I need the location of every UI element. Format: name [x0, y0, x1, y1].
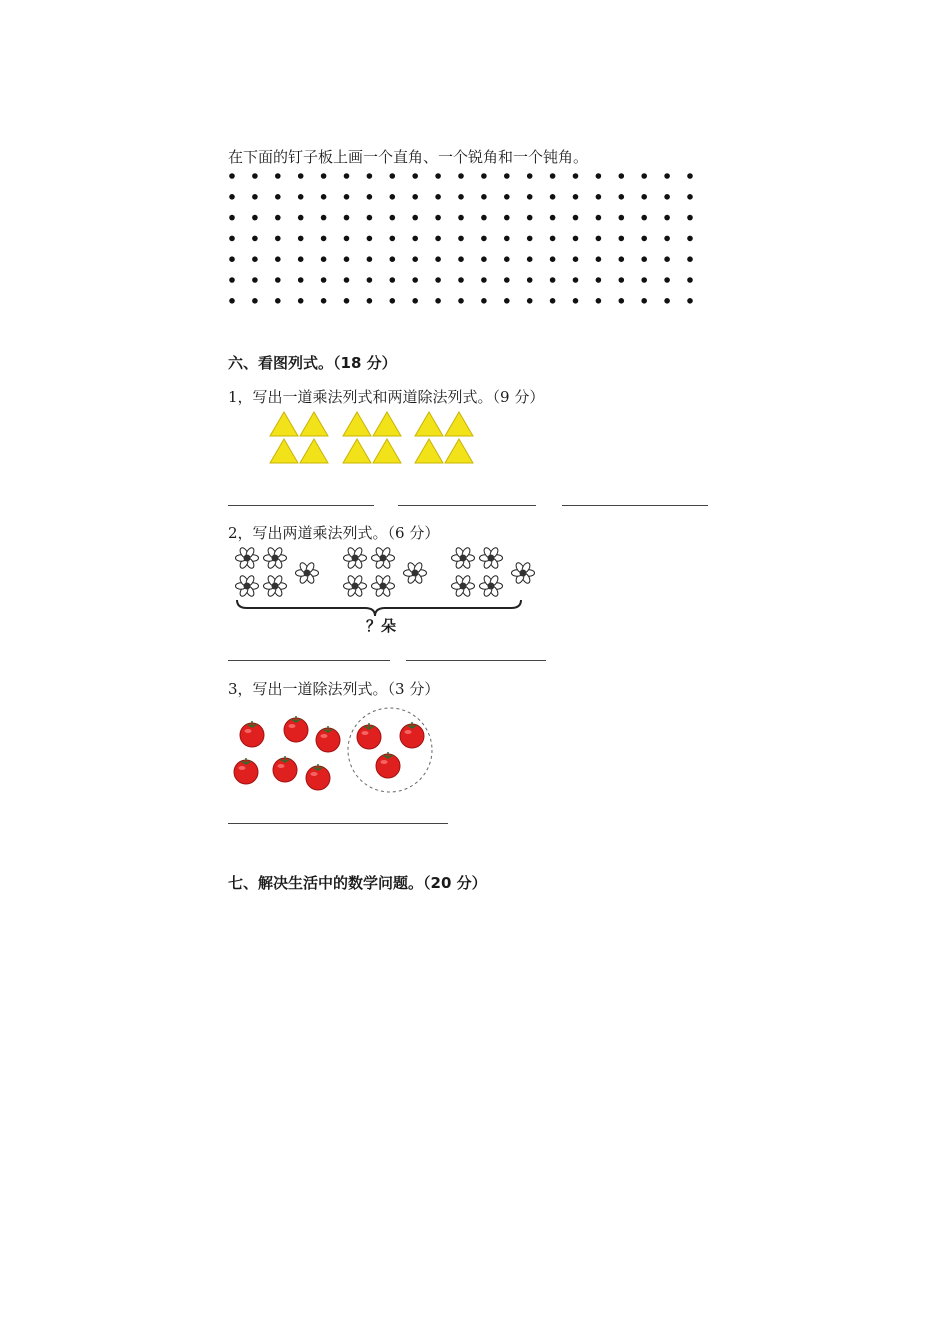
peg-dot[interactable] [298, 173, 304, 179]
peg-dot[interactable] [504, 173, 510, 179]
peg-dot[interactable] [321, 256, 327, 262]
peg-dot[interactable] [252, 298, 258, 304]
triangle-icon [300, 439, 328, 463]
peg-dot[interactable] [367, 236, 373, 242]
peg-dot[interactable] [458, 256, 464, 262]
peg-dot[interactable] [573, 298, 579, 304]
peg-dot[interactable] [321, 194, 327, 200]
peg-dot[interactable] [619, 236, 625, 242]
peg-dot[interactable] [275, 277, 281, 283]
peg-dot[interactable] [619, 194, 625, 200]
peg-dot[interactable] [321, 236, 327, 242]
peg-dot[interactable] [458, 298, 464, 304]
tomato-icon [306, 764, 330, 790]
peg-dot[interactable] [321, 173, 327, 179]
peg-dot[interactable] [275, 256, 281, 262]
peg-dot[interactable] [596, 194, 602, 200]
flower-icon [344, 574, 367, 597]
tomato-icon [273, 756, 297, 782]
peg-dot[interactable] [664, 256, 670, 262]
peg-dot[interactable] [573, 194, 579, 200]
peg-dot[interactable] [641, 277, 647, 283]
peg-dot[interactable] [550, 173, 556, 179]
peg-dot[interactable] [390, 173, 396, 179]
peg-dot[interactable] [458, 194, 464, 200]
peg-dot[interactable] [252, 256, 258, 262]
section-7-title: 七、解决生活中的数学问题。（20 分） [228, 874, 487, 892]
tomato-icon [400, 722, 424, 748]
peg-dot[interactable] [687, 298, 693, 304]
triangle-icon [343, 439, 371, 463]
triangle-icon [270, 439, 298, 463]
question-1-text: 1，写出一道乘法列式和两道除法列式。（9 分） [228, 388, 545, 406]
pegboard-instruction: 在下面的钉子板上画一个直角、一个锐角和一个钝角。 [228, 148, 589, 166]
flower-icon [236, 574, 259, 597]
peg-dot[interactable] [458, 173, 464, 179]
peg-dot[interactable] [527, 298, 533, 304]
peg-dot[interactable] [504, 215, 510, 221]
peg-dot[interactable] [687, 215, 693, 221]
peg-dot[interactable] [412, 173, 418, 179]
peg-dot[interactable] [664, 215, 670, 221]
peg-dot[interactable] [229, 256, 235, 262]
peg-dot[interactable] [596, 277, 602, 283]
peg-dot[interactable] [596, 173, 602, 179]
peg-dot[interactable] [550, 298, 556, 304]
peg-dot[interactable] [298, 277, 304, 283]
peg-dot[interactable] [550, 277, 556, 283]
peg-dot[interactable] [275, 298, 281, 304]
peg-dot[interactable] [527, 236, 533, 242]
peg-dot[interactable] [619, 277, 625, 283]
peg-dot[interactable] [664, 236, 670, 242]
peg-dot[interactable] [641, 215, 647, 221]
peg-dot[interactable] [344, 277, 350, 283]
peg-dot[interactable] [344, 256, 350, 262]
flower-icon [512, 561, 535, 584]
peg-dot[interactable] [275, 173, 281, 179]
peg-dot[interactable] [367, 173, 373, 179]
peg-dot[interactable] [573, 236, 579, 242]
flower-icon [296, 561, 319, 584]
peg-dot[interactable] [412, 194, 418, 200]
peg-dot[interactable] [435, 236, 441, 242]
peg-dot[interactable] [664, 277, 670, 283]
peg-dot[interactable] [390, 256, 396, 262]
peg-dot[interactable] [321, 277, 327, 283]
peg-dot[interactable] [619, 173, 625, 179]
triangle-icon [343, 412, 371, 436]
peg-dot[interactable] [275, 236, 281, 242]
peg-dot[interactable] [596, 298, 602, 304]
flower-icon [344, 546, 367, 569]
peg-dot[interactable] [344, 194, 350, 200]
peg-dot[interactable] [664, 194, 670, 200]
triangle-icon [445, 439, 473, 463]
triangle-groups [265, 410, 485, 470]
peg-dot[interactable] [390, 236, 396, 242]
flower-icon [452, 574, 475, 597]
peg-dot[interactable] [619, 215, 625, 221]
brace [237, 600, 521, 616]
peg-dot[interactable] [458, 215, 464, 221]
answer-line[interactable] [228, 823, 448, 824]
peg-dot[interactable] [596, 256, 602, 262]
peg-dot[interactable] [504, 236, 510, 242]
peg-dot[interactable] [573, 277, 579, 283]
peg-dot[interactable] [298, 194, 304, 200]
peg-dot[interactable] [481, 298, 487, 304]
peg-dot[interactable] [481, 256, 487, 262]
peg-dot[interactable] [458, 236, 464, 242]
peg-dot[interactable] [619, 256, 625, 262]
peg-dot[interactable] [229, 236, 235, 242]
peg-dot[interactable] [390, 194, 396, 200]
peg-dot[interactable] [412, 215, 418, 221]
flower-icon [480, 546, 503, 569]
peg-dot[interactable] [435, 298, 441, 304]
peg-dot[interactable] [367, 298, 373, 304]
peg-dot[interactable] [550, 215, 556, 221]
peg-dot[interactable] [275, 215, 281, 221]
peg-dot[interactable] [252, 236, 258, 242]
peg-dot[interactable] [527, 194, 533, 200]
peg-dot[interactable] [550, 236, 556, 242]
peg-dot[interactable] [229, 298, 235, 304]
peg-dot[interactable] [344, 173, 350, 179]
peg-dot[interactable] [664, 298, 670, 304]
peg-dot[interactable] [641, 236, 647, 242]
peg-dot[interactable] [298, 236, 304, 242]
peg-dot[interactable] [344, 236, 350, 242]
flower-icon [236, 546, 259, 569]
triangle-icon [373, 439, 401, 463]
flower-icon [480, 574, 503, 597]
answer-line[interactable] [228, 660, 390, 661]
peg-dot[interactable] [435, 256, 441, 262]
flower-icon [372, 546, 395, 569]
peg-dot[interactable] [229, 194, 235, 200]
peg-dot[interactable] [641, 194, 647, 200]
peg-dot[interactable] [298, 256, 304, 262]
peg-dot[interactable] [412, 236, 418, 242]
flower-icon [372, 574, 395, 597]
peg-dot[interactable] [435, 277, 441, 283]
peg-dot[interactable] [481, 236, 487, 242]
peg-dot[interactable] [435, 173, 441, 179]
peg-dot[interactable] [573, 173, 579, 179]
peg-dot[interactable] [641, 298, 647, 304]
peg-dot[interactable] [664, 173, 670, 179]
peg-dot[interactable] [252, 194, 258, 200]
peg-dot[interactable] [481, 215, 487, 221]
flower-icon [264, 574, 287, 597]
tomato-icon [357, 723, 381, 749]
tomato-icon [234, 758, 258, 784]
peg-dot[interactable] [435, 194, 441, 200]
peg-dot[interactable] [573, 215, 579, 221]
triangle-icon [300, 412, 328, 436]
answer-line[interactable] [398, 505, 536, 506]
peg-dot[interactable] [252, 173, 258, 179]
peg-dot[interactable] [687, 277, 693, 283]
peg-dot[interactable] [687, 173, 693, 179]
triangle-icon [415, 439, 443, 463]
peg-dot[interactable] [229, 173, 235, 179]
answer-line[interactable] [562, 505, 708, 506]
group-circle [348, 708, 432, 792]
triangle-icon [373, 412, 401, 436]
question-2-text: 2，写出两道乘法列式。（6 分） [228, 524, 440, 542]
peg-dot[interactable] [504, 277, 510, 283]
peg-dot[interactable] [412, 277, 418, 283]
peg-dot[interactable] [390, 215, 396, 221]
answer-line[interactable] [406, 660, 546, 661]
flower-icon [264, 546, 287, 569]
peg-dot[interactable] [504, 194, 510, 200]
answer-line[interactable] [228, 505, 374, 506]
peg-dot[interactable] [596, 215, 602, 221]
peg-dot[interactable] [550, 194, 556, 200]
peg-dot[interactable] [252, 277, 258, 283]
peg-dot[interactable] [321, 215, 327, 221]
peg-dot[interactable] [458, 277, 464, 283]
peg-dot[interactable] [321, 298, 327, 304]
peg-dot[interactable] [596, 236, 602, 242]
peg-dot[interactable] [390, 277, 396, 283]
section-6-title: 六、看图列式。（18 分） [228, 354, 397, 372]
triangle-icon [270, 412, 298, 436]
peg-dot[interactable] [527, 277, 533, 283]
peg-dot[interactable] [687, 236, 693, 242]
tomato-icon [316, 726, 340, 752]
peg-dot[interactable] [687, 256, 693, 262]
tomato-icon [376, 752, 400, 778]
peg-dot[interactable] [550, 256, 556, 262]
peg-dot[interactable] [504, 256, 510, 262]
flower-icon [452, 546, 475, 569]
peg-dot[interactable] [481, 173, 487, 179]
triangle-icon [415, 412, 443, 436]
peg-dot[interactable] [527, 173, 533, 179]
peg-dot[interactable] [367, 256, 373, 262]
peg-dot[interactable] [367, 277, 373, 283]
question-3-text: 3，写出一道除法列式。（3 分） [228, 680, 440, 698]
peg-dot[interactable] [687, 194, 693, 200]
tomato-icon [284, 716, 308, 742]
peg-dot[interactable] [641, 173, 647, 179]
peg-dot[interactable] [641, 256, 647, 262]
peg-dot[interactable] [367, 194, 373, 200]
peg-dot[interactable] [229, 215, 235, 221]
tomato-icon [240, 721, 264, 747]
brace-label: ？朵 [366, 617, 397, 635]
peg-dot[interactable] [527, 215, 533, 221]
peg-dot[interactable] [435, 215, 441, 221]
peg-dot[interactable] [481, 277, 487, 283]
pegboard [222, 168, 702, 308]
tomato-groups [228, 700, 448, 800]
peg-dot[interactable] [619, 298, 625, 304]
peg-dot[interactable] [390, 298, 396, 304]
peg-dot[interactable] [412, 298, 418, 304]
peg-dot[interactable] [367, 215, 373, 221]
peg-dot[interactable] [481, 194, 487, 200]
flower-icon [404, 561, 427, 584]
peg-dot[interactable] [252, 215, 258, 221]
peg-dot[interactable] [344, 215, 350, 221]
peg-dot[interactable] [504, 298, 510, 304]
peg-dot[interactable] [229, 277, 235, 283]
peg-dot[interactable] [298, 215, 304, 221]
peg-dot[interactable] [275, 194, 281, 200]
peg-dot[interactable] [344, 298, 350, 304]
peg-dot[interactable] [573, 256, 579, 262]
peg-dot[interactable] [412, 256, 418, 262]
peg-dot[interactable] [298, 298, 304, 304]
peg-dot[interactable] [527, 256, 533, 262]
triangle-icon [445, 412, 473, 436]
